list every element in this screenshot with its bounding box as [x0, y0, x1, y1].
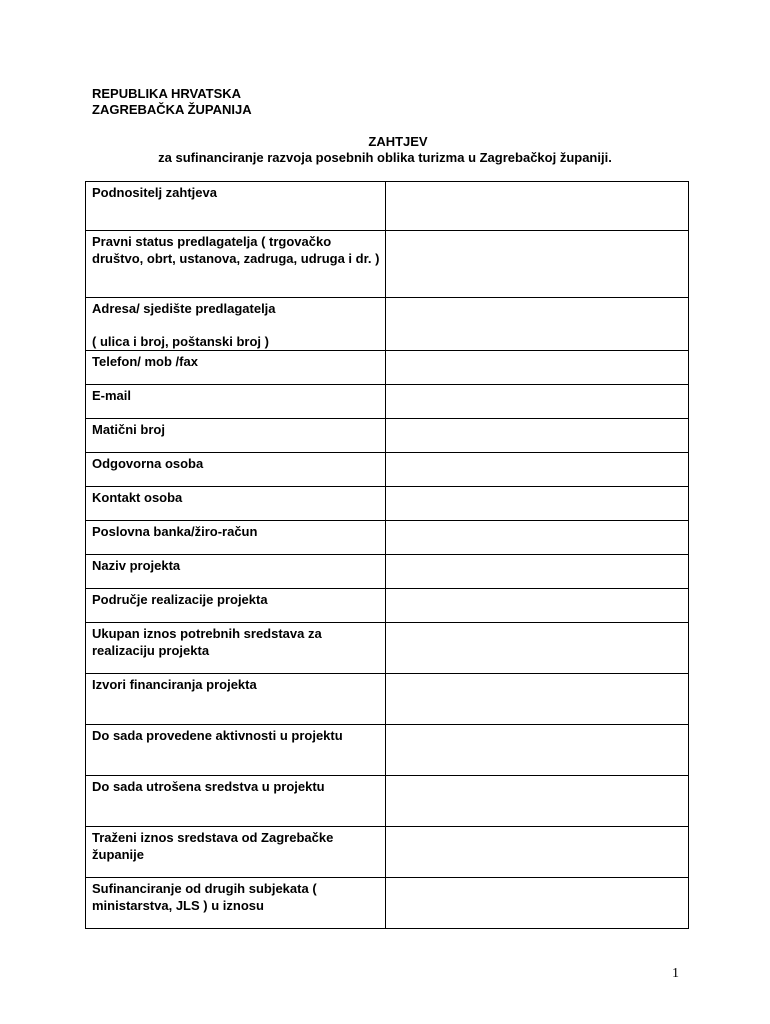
form-value-responsible-person[interactable] [386, 453, 689, 487]
form-value-project-area[interactable] [386, 589, 689, 623]
document-subtitle: za sufinanciranje razvoja posebnih oblika turizma u Zagrebačkoj županiji. [158, 150, 612, 165]
form-row-legal-status [86, 231, 689, 298]
form-label-total-funds: Ukupan iznos potrebnih sredstava za realizaciju projekta [86, 623, 386, 674]
form-row-responsible-person [86, 453, 689, 487]
form-label-project-name: Naziv projekta [86, 555, 386, 589]
form-label-email: E-mail [86, 385, 386, 419]
form-row-applicant [86, 182, 689, 231]
document-header [92, 86, 252, 118]
form-label-cofinancing: Sufinanciranje od drugih subjekata ( ministarstva, JLS ) u iznosu [86, 878, 386, 929]
form-row-funding-sources [86, 674, 689, 725]
form-label-address-line2: ( ulica i broj, poštanski broj ) [92, 334, 269, 349]
form-value-project-name[interactable] [386, 555, 689, 589]
form-row-email [86, 385, 689, 419]
form-label-responsible-person: Odgovorna osoba [86, 453, 386, 487]
form-value-bank-account[interactable] [386, 521, 689, 555]
form-value-funds-spent[interactable] [386, 776, 689, 827]
form-row-cofinancing [86, 878, 689, 929]
form-label-applicant: Podnositelj zahtjeva [86, 182, 386, 231]
form-row-registration-number [86, 419, 689, 453]
form-value-activities-done[interactable] [386, 725, 689, 776]
form-label-registration-number: Matični broj [86, 419, 386, 453]
form-value-registration-number[interactable] [386, 419, 689, 453]
form-row-activities-done [86, 725, 689, 776]
form-value-legal-status[interactable] [386, 231, 689, 298]
form-label-project-area: Područje realizacije projekta [86, 589, 386, 623]
form-label-activities-done: Do sada provedene aktivnosti u projektu [86, 725, 386, 776]
form-row-total-funds [86, 623, 689, 674]
form-row-requested-amount [86, 827, 689, 878]
form-value-phone[interactable] [386, 351, 689, 385]
form-value-total-funds[interactable] [386, 623, 689, 674]
form-label-legal-status: Pravni status predlagatelja ( trgovačko društvo, obrt, ustanova, zadruga, udruga i dr. ) [86, 231, 386, 298]
form-label-bank-account: Poslovna banka/žiro-račun [86, 521, 386, 555]
form-label-funding-sources: Izvori financiranja projekta [86, 674, 386, 725]
form-label-contact-person: Kontakt osoba [86, 487, 386, 521]
page-number: 1 [672, 966, 679, 981]
form-row-contact-person [86, 487, 689, 521]
form-value-applicant[interactable] [386, 182, 689, 231]
form-label-requested-amount: Traženi iznos sredstava od Zagrebačke županije [86, 827, 386, 878]
application-form-table [85, 181, 689, 929]
document-title: ZAHTJEV [368, 134, 428, 149]
document-title-block [0, 134, 770, 166]
form-value-funding-sources[interactable] [386, 674, 689, 725]
form-value-contact-person[interactable] [386, 487, 689, 521]
header-country: REPUBLIKA HRVATSKA [92, 86, 242, 101]
form-row-funds-spent [86, 776, 689, 827]
form-label-address [86, 298, 386, 351]
form-value-address[interactable] [386, 298, 689, 351]
form-value-cofinancing[interactable] [386, 878, 689, 929]
form-label-funds-spent: Do sada utrošena sredstva u projektu [86, 776, 386, 827]
form-value-email[interactable] [386, 385, 689, 419]
form-row-project-area [86, 589, 689, 623]
form-row-bank-account [86, 521, 689, 555]
form-row-phone [86, 351, 689, 385]
form-label-address-line1: Adresa/ sjedište predlagatelja [92, 301, 276, 316]
header-county: ZAGREBAČKA ŽUPANIJA [92, 102, 252, 117]
form-row-address [86, 298, 689, 351]
form-row-project-name [86, 555, 689, 589]
form-value-requested-amount[interactable] [386, 827, 689, 878]
form-label-phone: Telefon/ mob /fax [86, 351, 386, 385]
